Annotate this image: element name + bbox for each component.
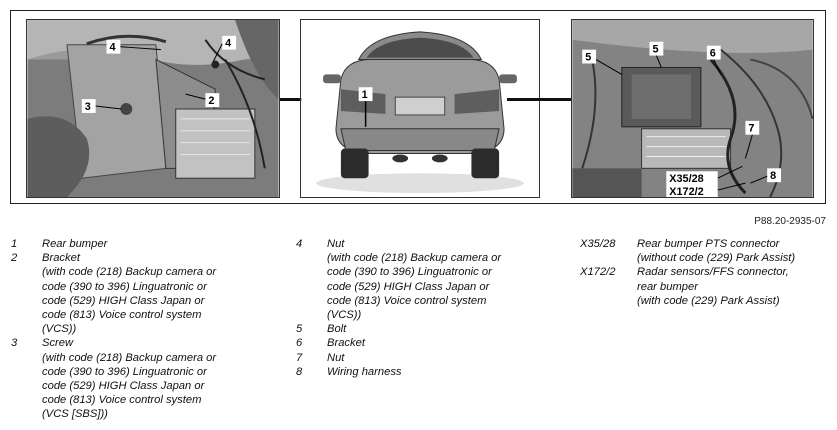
legend-description: Bracket (with code (218) Backup camera or code (390 to 396) Linguatronic or code (529) HIGH Class Japan or code (813) Voice control system (VCS)) [42,252,217,336]
legend-item [11,251,271,336]
callout-7: 7 [748,122,755,135]
legend-number: 8 [296,365,303,378]
legend-column-1 [11,237,271,422]
callout-x172-2: X172/2 [669,186,704,197]
detail-photo-right [571,19,814,198]
callout-5b: 5 [652,43,659,56]
callout-8: 8 [770,170,777,183]
callout-4b: 4 [225,37,232,50]
legend-number: 7 [296,351,303,364]
legend-number: 6 [296,337,303,350]
legend-number: 1 [11,238,18,250]
legend-item [296,336,556,350]
legend-item [296,365,556,379]
callout-4a: 4 [109,41,116,54]
callout-1: 1 [361,89,368,102]
callout-5a: 5 [585,51,592,64]
legend-item [580,265,830,308]
callout-2: 2 [208,95,215,108]
legend-number: 3 [11,337,18,350]
legend-item [296,322,556,336]
legend-number: 2 [11,252,18,265]
callout-x35-28: X35/28 [669,173,704,186]
legend-number: 5 [296,323,303,336]
callout-3: 3 [84,100,91,113]
legend-description: Rear bumper [42,238,108,250]
figure-reference: P88.20-2935-07 [754,216,826,227]
callout-6: 6 [709,47,716,60]
legend-description: Rear bumper PTS connector (without code (229) Park Assist) [637,238,796,265]
vehicle-rear-illustration [301,20,539,197]
legend-description: Nut [327,351,345,364]
legend-description: Wiring harness [327,365,402,378]
bumper-mount-illustration [27,20,279,197]
legend-description: Radar sensors/FFS connector, rear bumper (with code (229) Park Assist) [637,266,789,307]
legend-column-2 [296,237,556,379]
legend-item [11,336,271,421]
legend-number: 4 [296,238,303,250]
legend-item [11,237,271,251]
legend-connector-code: X35/28 [580,238,616,250]
figure-frame [10,10,826,204]
legend-description: Bracket [327,337,365,350]
legend-item [296,351,556,365]
wiring-harness-illustration [572,20,813,197]
legend-column-3 [580,237,830,308]
legend-description: Screw (with code (218) Backup camera or code (390 to 396) Linguatronic or code (529) HIGH Class Japan or code (813) Voice control system (VCS [SBS])) [42,337,217,421]
callout-connector-right [507,98,571,101]
detail-photo-left [26,19,280,198]
legend-description: Bolt [327,323,347,336]
legend-item [580,237,830,265]
legend-description: Nut (with code (218) Backup camera or code (390 to 396) Linguatronic or code (529) HIGH Class Japan or code (813) Voice control system (VCS)) [327,238,502,322]
legend-connector-code: X172/2 [580,266,616,279]
legend-item [296,237,556,322]
vehicle-rear-photo [300,19,540,198]
